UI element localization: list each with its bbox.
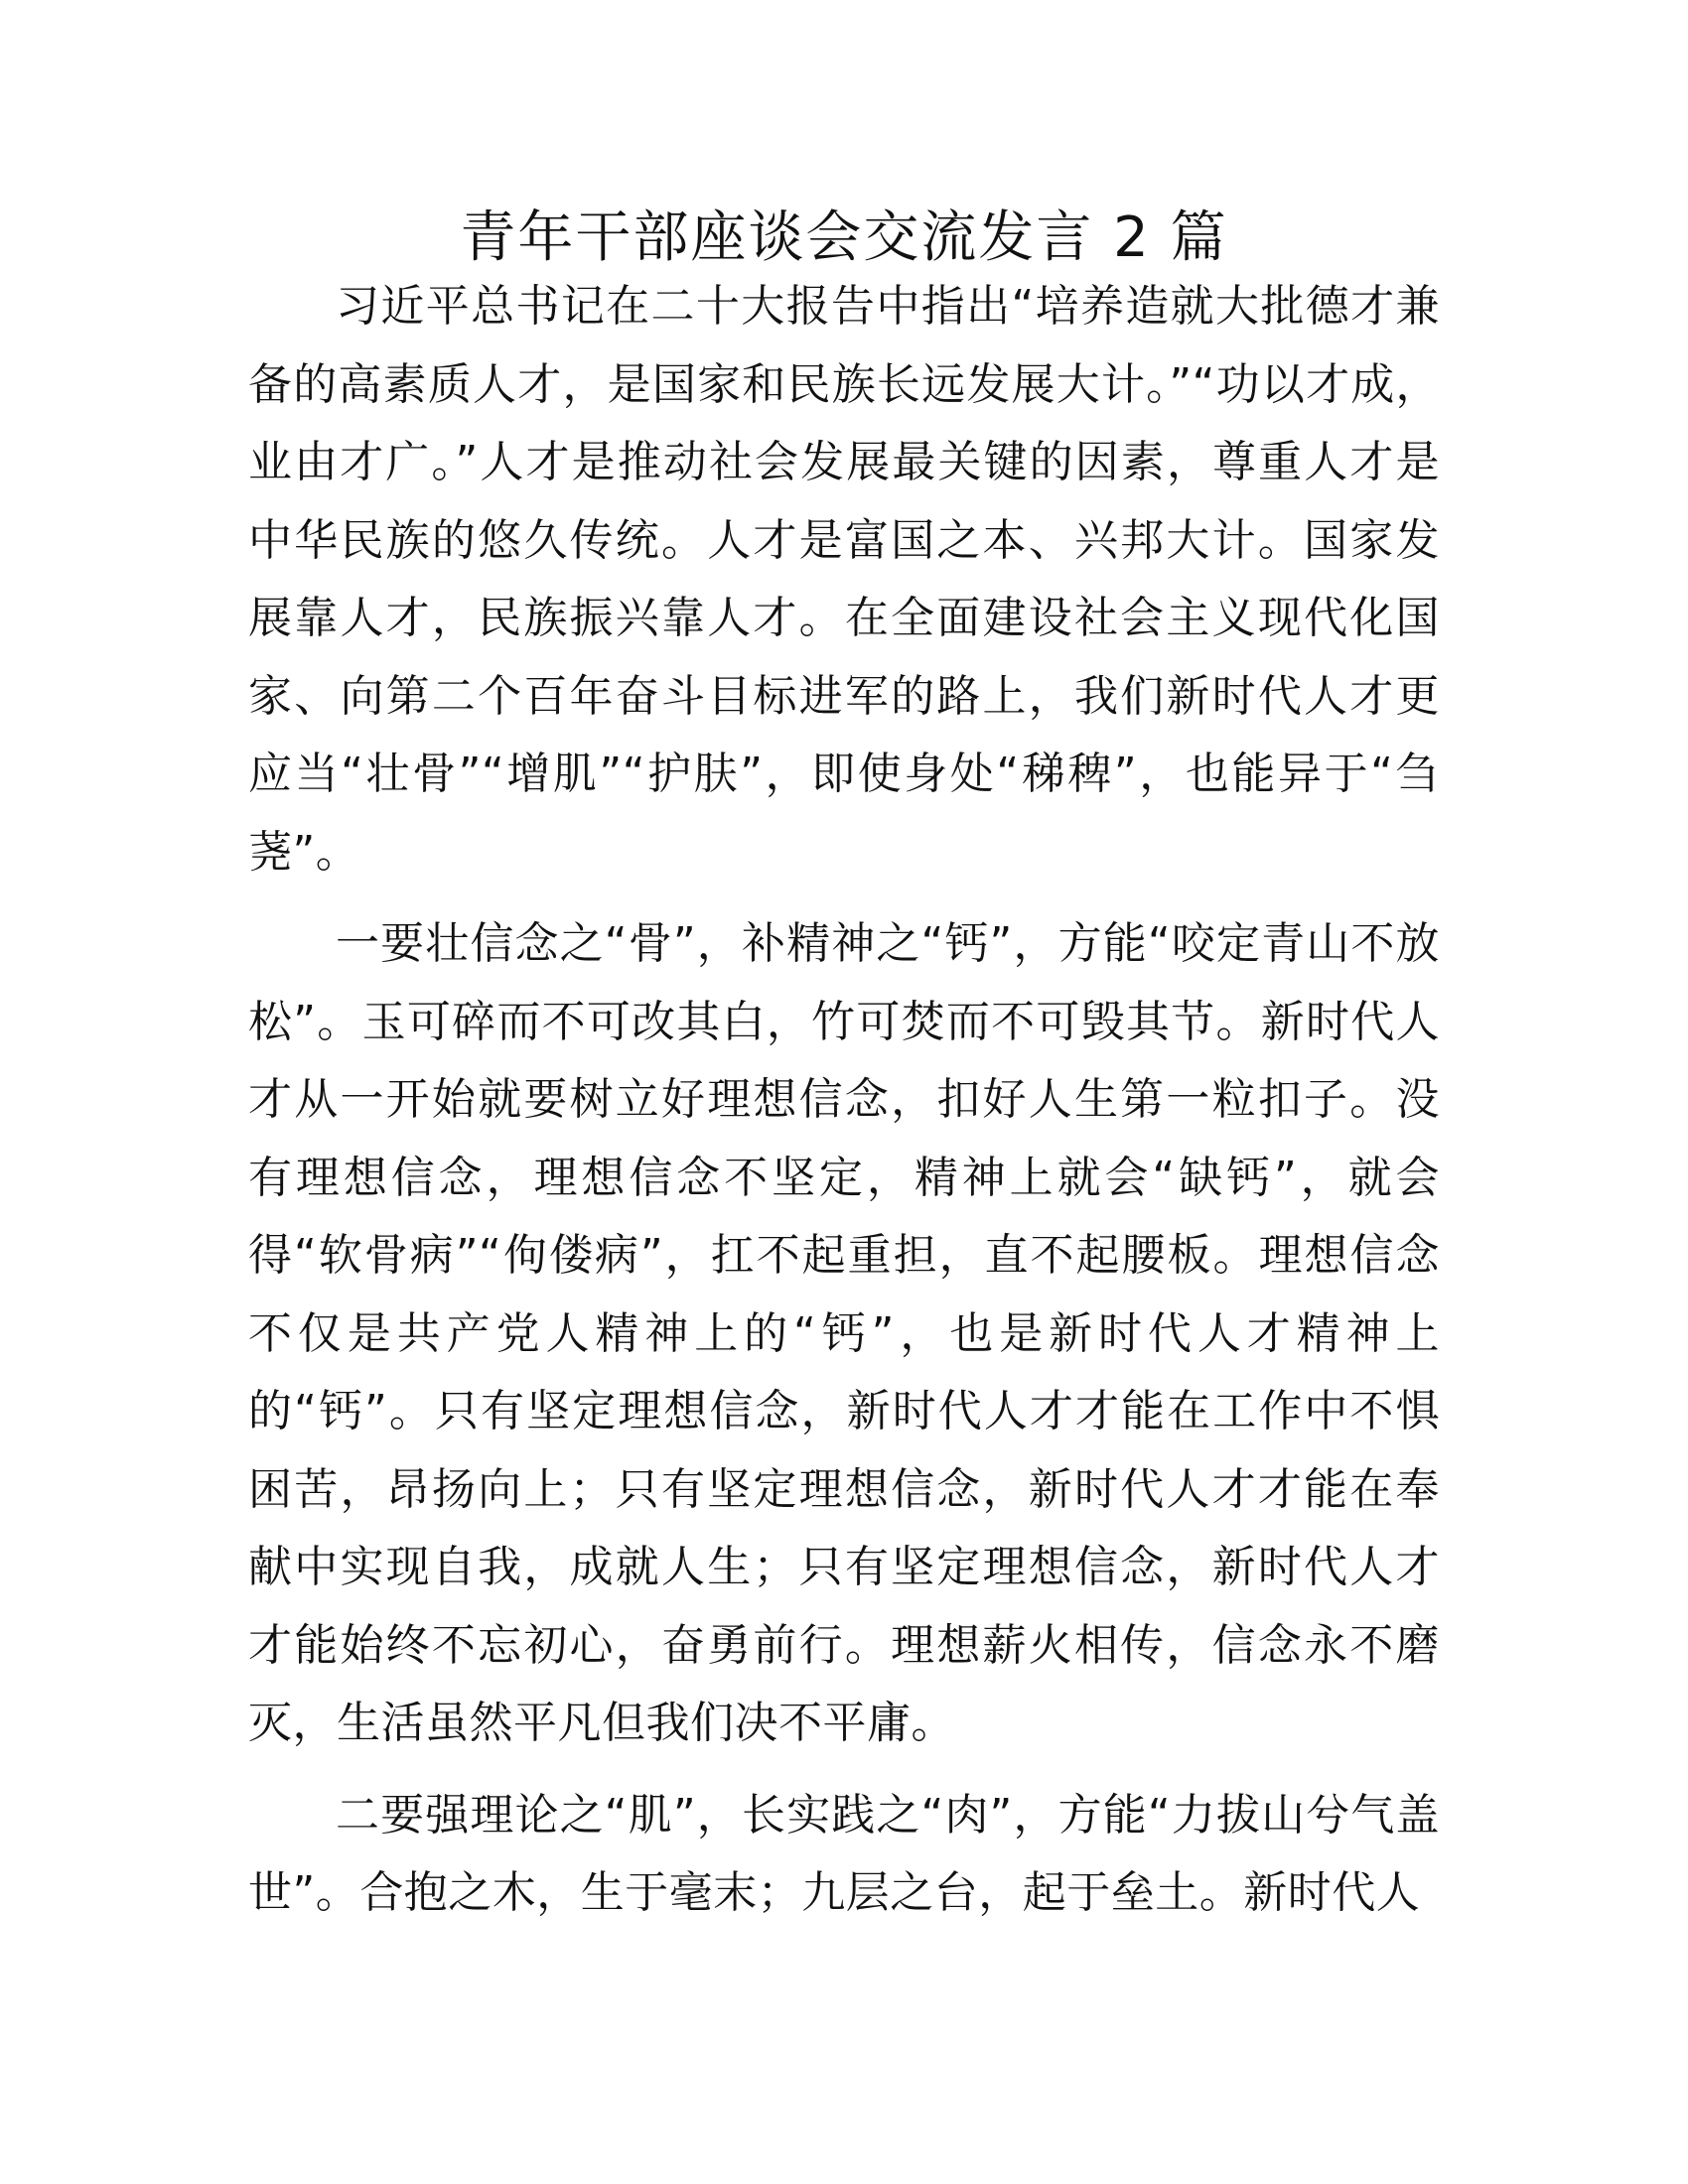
document-body <box>248 268 1440 1947</box>
paragraph-intro: 习近平总书记在二十大报告中指出“培养造就大批德才兼备的高素质人才，是国家和民族长远发展大计。”“功以才成，业由才广。”人才是推动社会发展最关键的因素，尊重人才是中华民族的悠久传统。人才是富国之本、兴邦大计。国家发展靠人才，民族振兴靠人才。在全面建设社会主义现代化国家、向第二个百年奋斗目标进军的路上，我们新时代人才更应当“壮骨”“增肌”“护肤”，即使身处“稊稗”，也能异于“刍荛”。 <box>248 281 1440 878</box>
document-title: 青年干部座谈会交流发言 2 篇 <box>460 205 1228 270</box>
paragraph-point-one: 一要壮信念之“骨”，补精神之“钙”，方能“咬定青山不放松”。玉可碎而不可改其白，竹可焚而不可毁其节。新时代人才从一开始就要树立好理想信念，扣好人生第一粒扣子。没有理想信念，理想信念不坚定，精神上就会“缺钙”，就会得“软骨病”“佝偻病”，扛不起重担，直不起腰板。理想信念不仅是共产党人精神上的“钙”，也是新时代人才精神上的“钙”。只有坚定理想信念，新时代人才才能在工作中不惧困苦，昂扬向上；只有坚定理想信念，新时代人才才能在奉献中实现自我，成就人生；只有坚定理想信念，新时代人才才能始终不忘初心，奋勇前行。理想薪火相传，信念永不磨灭，生活虽然平凡但我们决不平庸。 <box>248 918 1440 1748</box>
paragraph-point-two: 二要强理论之“肌”，长实践之“肉”，方能“力拔山兮气盖世”。合抱之木，生于毫末；九层之台，起于垒土。新时代人 <box>248 1789 1440 1918</box>
